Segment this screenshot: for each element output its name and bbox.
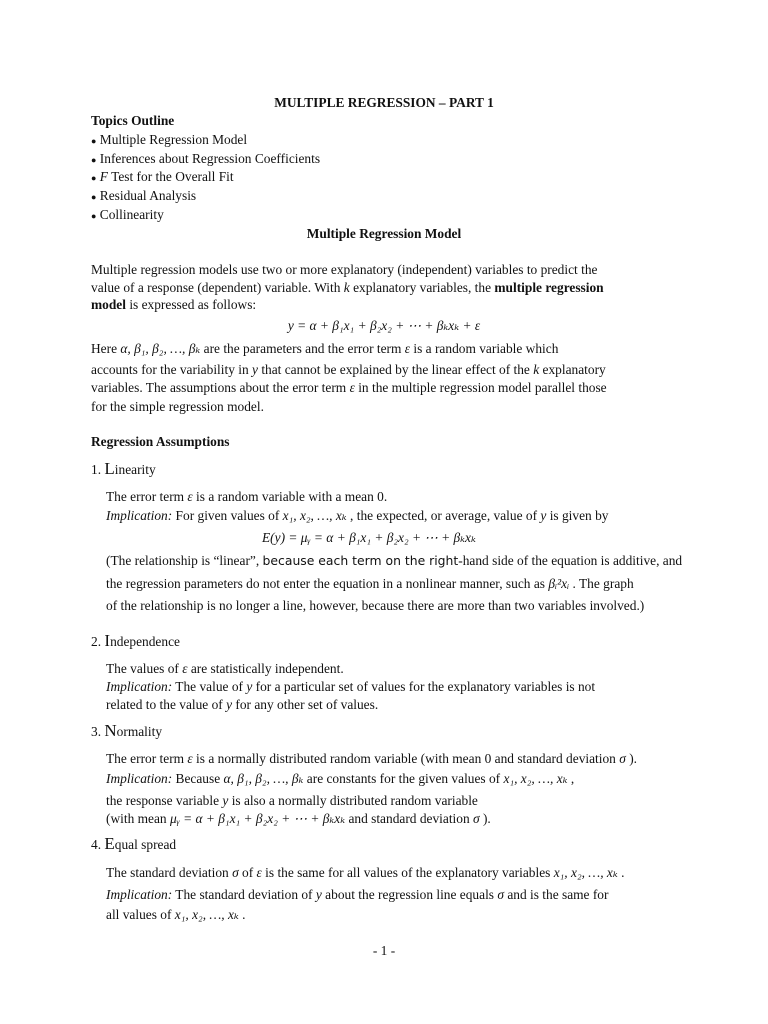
outline-heading: Topics Outline <box>91 113 175 128</box>
independence-line: Implication: The value of y for a particular set of values for the explanatory variables is not <box>106 679 596 694</box>
paragraph-line: Multiple regression models use two or more explanatory (independent) variables to predict the <box>91 262 598 277</box>
equal-spread-line: The standard deviation σ of ε is the same for all values of the explanatory variables x₁, x₂, …, xₖ . <box>106 865 625 880</box>
linearity-line: The error term ε is a random variable with a mean 0. <box>106 489 388 504</box>
bullet-icon: ● <box>91 136 97 146</box>
outline-item: ● Collinearity <box>91 207 164 222</box>
paragraph-line: variables. The assumptions about the error term ε in the multiple regression model parallel those <box>91 380 607 395</box>
equal-spread-line: all values of x₁, x₂, …, xₖ . <box>106 907 246 922</box>
linearity-line: the regression parameters do not enter the equation in a nonlinear manner, such as βᵢ²xᵢ . The graph <box>106 576 634 591</box>
independence-line: The values of ε are statistically independent. <box>106 661 344 676</box>
assumption-title-independence: 2. Independence <box>91 631 180 650</box>
page-title: MULTIPLE REGRESSION – PART 1 <box>274 95 494 110</box>
bullet-icon: ● <box>91 173 97 183</box>
equal-spread-line: Implication: The standard deviation of y about the regression line equals σ and is the same for <box>106 887 609 902</box>
page-number: - 1 - <box>372 943 396 958</box>
normality-line: (with mean μᵧ = α + β₁x₁ + β₂x₂ + ⋯ + βₖxₖ and standard deviation σ ). <box>106 811 491 826</box>
outline-item: ● Residual Analysis <box>91 188 197 203</box>
normality-line: The error term ε is a normally distributed random variable (with mean 0 and standard deviation σ ). <box>106 751 637 766</box>
bullet-icon: ● <box>91 192 97 202</box>
assumption-title-linearity: 1. Linearity <box>91 459 156 478</box>
normality-line: Implication: Because α, β₁, β₂, …, βₖ are constants for the given values of x₁, x₂, …, xₖ , <box>106 771 575 786</box>
assumption-title-equal-spread: 4. Equal spread <box>91 834 177 853</box>
linearity-line: of the relationship is no longer a line, however, because there are more than two variables involved.) <box>106 598 645 613</box>
bullet-icon: ● <box>91 155 97 165</box>
outline-item: ● Inferences about Regression Coefficients <box>91 151 321 166</box>
section-heading: Multiple Regression Model <box>306 226 462 241</box>
independence-line: related to the value of y for any other set of values. <box>106 697 379 712</box>
expected-value-equation: E(y) = μᵧ = α + β₁x₁ + β₂x₂ + ⋯ + βₖxₖ <box>262 530 476 545</box>
linearity-line: (The relationship is “linear”, because each term on the right-hand side of the equation is additive, and <box>106 553 683 568</box>
outline-item: ● Multiple Regression Model <box>91 132 248 147</box>
assumptions-heading: Regression Assumptions <box>91 434 230 449</box>
paragraph-line: model is expressed as follows: <box>91 297 257 312</box>
normality-line: the response variable y is also a normally distributed random variable <box>106 793 478 808</box>
paragraph-line: for the simple regression model. <box>91 399 264 414</box>
assumption-title-normality: 3. Normality <box>91 721 163 740</box>
paragraph-line: accounts for the variability in y that cannot be explained by the linear effect of the k explanatory <box>91 362 606 377</box>
bullet-icon: ● <box>91 211 97 221</box>
outline-item: ● F Test for the Overall Fit <box>91 169 234 184</box>
paragraph-line: value of a response (dependent) variable. With k explanatory variables, the multiple regression <box>91 280 604 295</box>
linearity-line: Implication: For given values of x₁, x₂, …, xₖ , the expected, or average, value of y is given by <box>106 508 609 523</box>
paragraph-line: Here α, β₁, β₂, …, βₖ are the parameters and the error term ε is a random variable which <box>91 341 559 356</box>
regression-equation: y = α + β₁x₁ + β₂x₂ + ⋯ + βₖxₖ + ε <box>287 318 481 333</box>
